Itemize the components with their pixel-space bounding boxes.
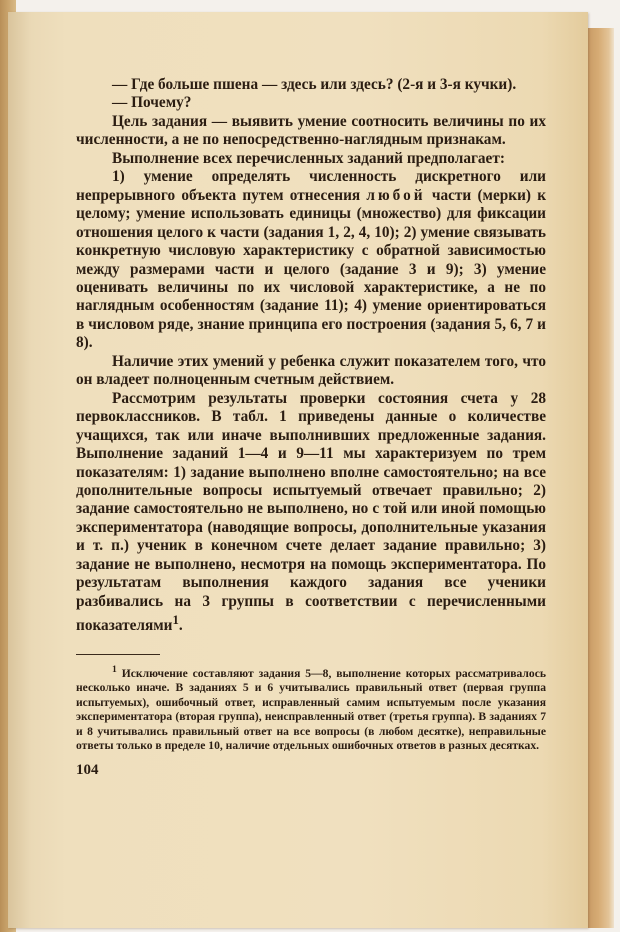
footnote-separator <box>76 654 160 655</box>
paragraph-requirements-intro: Выполнение всех перечисленных заданий предполагает: <box>112 149 505 167</box>
footnote-marker: 1 <box>112 663 117 675</box>
paragraph-dialogue-why: — Почему? <box>112 94 192 112</box>
paragraph-goal: Цель задания — выявить умение соотносить величины по их численности, а не по непосредственно-наглядным признакам. <box>76 112 546 149</box>
page-content <box>76 76 546 779</box>
page-number: 104 <box>76 761 99 778</box>
footnote <box>76 663 546 754</box>
paragraph-results: Рассмотрим результаты проверки состояния счета у 28 первоклассников. В табл. 1 приведены данные о количестве учащихся, так или иначе выполнивших предложенные задания. Выполнение заданий 1—4 и 9—11 мы характеризуем по трем показателям: 1) задание выполнено вполне самостоятельно; на все дополнительные вопросы испытуемый отвечает правильно; 2) задание самостоятельно не выполнено, но с той или иной помощью экспериментатора (наводящие вопросы, дополнительные указания и т. п.) ученик в конечном счете делает задание правильно; 3) задание не выполнено, несмотря на помощь экспериментатора. По результатам выполнения каждого задания все ученики разбивались на 3 группы в соответствии с перечисленными показателями$^1$. <box>76 389 546 635</box>
requirements-list-rest: части (мерки) к целому; умение использовать единицы (множество) для фиксации отношения целого к части (задания 1, 2, 4, 10); 2) умение связывать конкретную числовую характеристику с обратной зависимостью между размерами части и целого (задание 3 и 9); 3) умение оценивать величины по их числовой характеристике, а не по наглядным особенностям (задание 11); 4) умение ориентироваться в числовом ряде, знание принципа его построения (задания 5, 6, 7 и 8). <box>76 186 547 352</box>
paragraph-skills-indicator: Наличие этих умений у ребенка служит показателем того, что он владеет полноценным счетным действием. <box>76 352 546 389</box>
results-text: Рассмотрим результаты проверки состояния счета у 28 первоклассников. В табл. 1 приведены данные о количестве учащихся, так или иначе выполнивших предложенные задания. Выполнение заданий 1—4 и 9—11 мы характеризуем по трем показателям: 1) задание выполнено вполне самостоятельно; на все дополнительные вопросы испытуемый отвечает правильно; 2) задание самостоятельно не выполнено, но с той или иной помощью экспериментатора (наводящие вопросы, дополнительные указания и т. п.) ученик в конечном счете делает задание правильно; 3) задание не выполнено, несмотря на помощь экспериментатора. По результатам выполнения каждого задания все ученики разбивались на 3 группы в соответствии с перечисленными показателями <box>76 389 546 635</box>
footnote-text <box>76 663 546 754</box>
main-text <box>76 76 546 636</box>
emphasis-word: любой <box>366 186 426 204</box>
page-edges <box>588 28 614 928</box>
footnote-body: Исключение составляют задания 5—8, выполнение которых рассматривалось несколько иначе. В заданиях 5 и 6 учитывались правильный ответ (первая группа испытуемых), ошибочный ответ, исправленный самим испытуемым после указания экспериментатора (вторая группа), неисправленный ответ (третья группа). В заданиях 7 и 8 учитывались правильный ответ на все вопросы (в любом десятке), неправильные ответы только в пределе 10, наличие отдельных ошибочных ответов в разных десятках. <box>76 666 546 753</box>
paragraph-dialogue-question: — Где больше пшена — здесь или здесь? (2-я и 3-я кучки). <box>112 76 517 93</box>
paragraph-requirements-list <box>76 168 546 353</box>
requirements-list-start: 1) умение определять численность дискретного или непрерывного объекта путем отнесения <box>76 168 546 204</box>
footnote-reference: 1 <box>172 613 179 628</box>
